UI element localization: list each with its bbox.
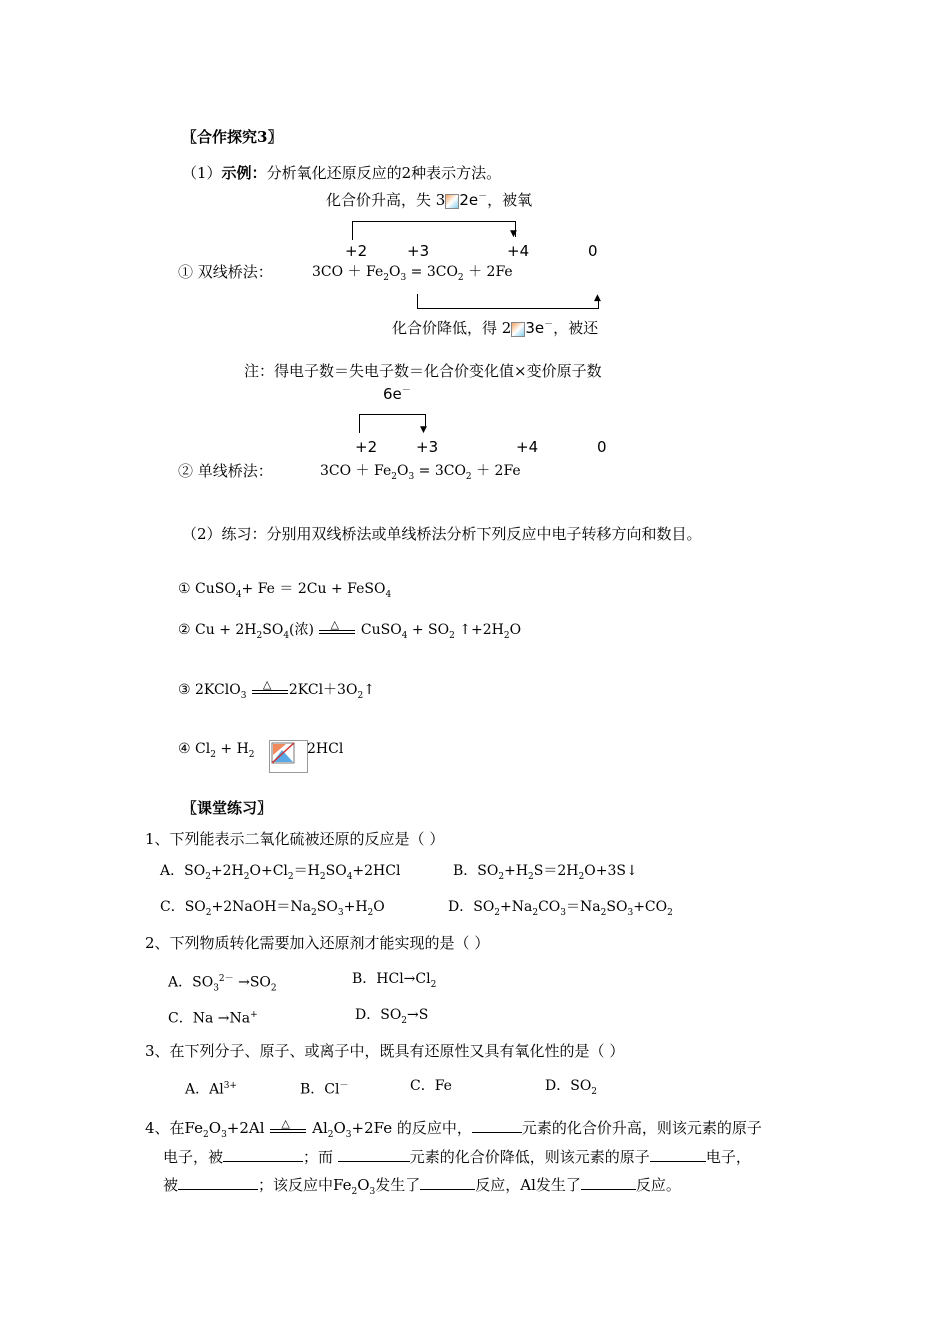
question-3: 3、在下列分子、原子、或离子中，既具有还原性又具有氧化性的是（ ） [145,1042,625,1060]
upper-bracket-left [352,221,353,240]
ox-state-2-2: +4 [516,438,539,456]
q1-option-b: B．$SO_2+H_2S=2H_2O+3S↓$ [453,863,638,882]
question-4-line-1: 4、在$Fe_2O_3+2Al$ △ $Al_2O_3+2Fe$ 的反应中， 元素的化合价升高，则该元素的原子 [145,1117,762,1140]
down-arrow-icon: ▼ [420,425,427,435]
double-bridge-lower-label: 化合价降低，得 2 3e－，被还 [392,319,599,337]
equation-1: $3CO + Fe_2O_3 = 3CO_2 + 2Fe$ [312,264,513,283]
single-bridge-label: 6e－ [383,385,411,403]
q3-option-d: D．$SO_2$ [545,1078,598,1097]
upper-label-text-c: ，被氧 [487,191,533,209]
reaction-4: ④ $Cl_2 + H_2$ [178,741,255,760]
upper-label-text-a: 化合价升高，失 3 [326,191,446,209]
q2-option-b: B．$HCl\to Cl_2$ [352,971,437,990]
q2-option-a: A．$SO_3^{2-} \to SO_2$ [168,974,277,994]
example-bold-label: 示例： [221,164,267,182]
example-line [182,164,501,182]
section-title-cooperative-inquiry-3: 〖合作探究3〗 [182,128,283,146]
broken-image-icon [269,740,308,773]
ox-state-1-1: +3 [407,242,430,260]
broken-image-icon [445,194,459,209]
reaction-4-product: 2HCl [307,741,344,757]
question-4-line-2: 电子，被 ；而 元素的化合价降低，则该元素的原子 电子， [163,1148,751,1166]
down-arrow-icon: ▼ [510,229,517,239]
note-line: 注：得电子数＝失电子数＝化合价变化值×变价原子数 [244,362,602,380]
question-1: 1、下列能表示二氧化硫被还原的反应是（ ） [145,830,445,848]
method-double-bridge-label: ① 双线桥法： [178,263,273,281]
ox-state-1-3: 0 [588,242,598,260]
up-arrow-icon: ▲ [594,293,601,303]
ox-state-1-0: +2 [345,242,368,260]
lower-bracket-bottom [417,308,599,309]
ox-state-1-2: +4 [507,242,530,260]
answer-blank[interactable] [650,1147,706,1162]
broken-image-icon [511,322,525,337]
heat-condition-icon: △ [269,1120,307,1138]
equation-2: $3CO + Fe_2O_3 = 3CO_2 + 2Fe$ [320,463,521,482]
ox-state-2-1: +3 [416,438,439,456]
reaction-1: ① CuSO$_4$+ Fe ＝ 2Cu + FeSO$_4$ [178,581,392,600]
lower-label-text-c: ，被还 [553,319,599,337]
q3-option-b: B．Cl－ [300,1081,349,1098]
q3-option-c: C．Fe [410,1078,452,1094]
example-prefix: （1） [182,164,222,182]
answer-blank[interactable] [581,1175,636,1190]
heat-condition-icon: △ [251,681,289,699]
heat-condition-icon: △ [318,621,356,639]
reaction-2: ② $Cu + 2H_2SO_4$(浓) △ CuSO$_4$ + $SO_2$ $↑+2H_2O$ [178,618,522,641]
q1-option-d: D．$SO_2+Na_2CO_3=Na_2SO_3+CO_2$ [448,899,673,918]
section-title-classwork: 〖课堂练习〗 [182,799,273,817]
q1-option-a: A．$SO_2+2H_2O+Cl_2=H_2SO_4+2HCl$ [160,863,401,882]
single-bracket-top [359,414,426,415]
ox-state-2-0: +2 [355,438,378,456]
q3-option-a: A．$Al^{3+}$ [185,1081,237,1098]
question-2: 2、下列物质转化需要加入还原剂才能实现的是（ ） [145,934,490,952]
answer-blank[interactable] [223,1147,303,1162]
example-text: 分析氧化还原反应的2种表示方法。 [266,164,502,182]
lower-bracket-left [417,294,418,308]
answer-blank[interactable] [472,1118,522,1133]
q2-option-c: C．Na →Na+ [168,1010,258,1027]
upper-label-electrons: 2e [459,191,479,209]
q2-option-d: D．$SO_2\to S$ [355,1007,429,1026]
answer-blank[interactable] [178,1175,258,1190]
lower-label-text-a: 化合价降低，得 2 [392,319,512,337]
ox-state-2-3: 0 [597,438,607,456]
double-bridge-upper-label: 化合价升高，失 3 2e－，被氧 [326,191,533,209]
single-bracket-left [359,414,360,433]
q1-option-c: C．$SO_2+2NaOH=Na_2SO_3+H_2O$ [160,899,385,918]
practice-instruction: （2）练习：分别用双线桥法或单线桥法分析下列反应中电子转移方向和数目。 [182,525,702,543]
reaction-3: ③ 2KClO$_3$ △ $2KCl+3O_2↑$ [178,678,375,701]
question-4-line-3: 被 ；该反应中$Fe_2O_3$发生了 反应，Al发生了 反应。 [163,1176,681,1197]
method-single-bridge-label: ② 单线桥法： [178,462,273,480]
upper-bracket-top [352,221,515,222]
answer-blank[interactable] [420,1175,475,1190]
answer-blank[interactable] [338,1147,410,1162]
lower-label-electrons: 3e [525,319,545,337]
